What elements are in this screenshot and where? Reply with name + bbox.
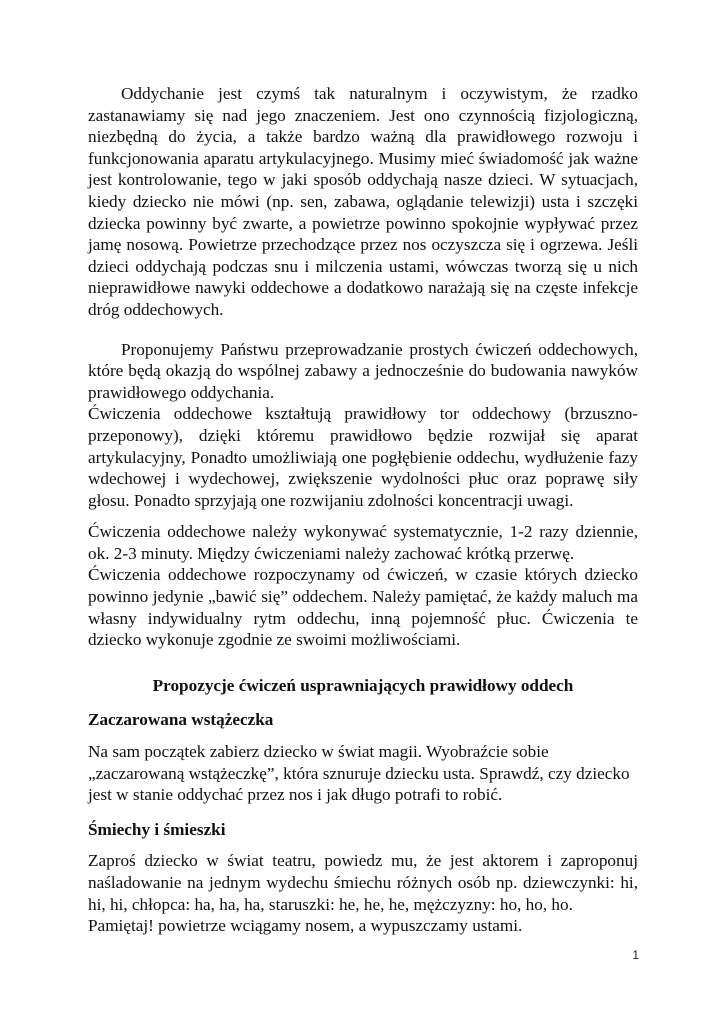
exercise-text-laughs: Zaproś dziecko w świat teatru, powiedz mu, że jest aktorem i zaproponuj naśladowanie na jednym wydechu śmiechu różnych osób np. dziewczynki: hi, hi, hi, chłopca: ha, ha, ha, staruszki: he, he, he, mężczyzny: ho, ho, ho. xyxy=(88,851,638,914)
exercise-title-laughs: Śmiechy i śmieszki xyxy=(88,819,226,839)
exercise-laughs-reminder: Pamiętaj! powietrze wciągamy nosem, a wypuszczamy ustami. xyxy=(88,916,523,936)
page-number: 1 xyxy=(632,948,639,962)
exercise-ribbon-line-3: jest w stanie oddychać przez nos i jak długo potrafi to robić. xyxy=(88,785,503,805)
intro-paragraph-1: Oddychanie jest czymś tak naturalnym i oczywistym, że rzadko zastanawiamy się nad jego znaczeniem. Jest ono czynnością fizjologiczną, niezbędną do życia, a także bardzo ważną dla prawidłowego rozwoju i funkcjonowania aparatu artykulacyjnego. Musimy mieć świadomość jak ważne jest kontrolowanie, tego w jaki sposób oddychają nasze dzieci. W sytuacjach, kiedy dziecko nie mówi (np. sen, zabawa, oglądanie telewizji) usta i szczęki dziecka powinny być zwarte, a powietrze powinno spokojnie wypływać przez jamę nosową. Powietrze przechodzące przez nos oczyszcza się i ogrzewa. Jeśli dzieci oddychają podczas snu i milczenia ustami, wówczas tworzą się u nich nieprawidłowe nawyki oddechowe a dodatkowo narażają się na częste infekcje dróg oddechowych. xyxy=(88,84,638,319)
section-title: Propozycje ćwiczeń usprawniających prawidłowy oddech xyxy=(152,675,574,695)
exercise-ribbon-line-2: „zaczarowaną wstążeczkę”, która sznuruje dziecku usta. Sprawdź, czy dziecko xyxy=(88,763,630,783)
exercise-title-ribbon: Zaczarowana wstążeczka xyxy=(88,710,274,730)
intro-paragraph-5: Ćwiczenia oddechowe rozpoczynamy od ćwiczeń, w czasie których dziecko powinno jedynie „bawić się” oddechem. Należy pamiętać, że każdy maluch ma własny indywidualny rytm oddechu, inną pojemność płuc. Ćwiczenia te dziecko wykonuje zgodnie ze swoimi możliwościami. xyxy=(88,565,638,650)
exercise-text-ribbon xyxy=(88,741,638,806)
document-page xyxy=(88,83,638,937)
exercise-ribbon-line-1: Na sam początek zabierz dziecko w świat magii. Wyobraźcie sobie xyxy=(88,742,549,762)
intro-paragraph-3: Ćwiczenia oddechowe kształtują prawidłowy tor oddechowy (brzuszno-przeponowy), dzięki któremu prawidłowo będzie rozwijał się aparat artykulacyjny, Ponadto umożliwiają one pogłębienie oddechu, wydłużenie fazy wdechowej i wydechowej, zwiększenie wydolności płuc oraz poprawę siły głosu. Ponadto sprzyjają one rozwijaniu zdolności koncentracji uwagi. xyxy=(88,404,638,510)
intro-paragraph-2: Proponujemy Państwu przeprowadzanie prostych ćwiczeń oddechowych, które będą okazją do wspólnej zabawy a jednocześnie do budowania nawyków prawidłowego oddychania. xyxy=(88,339,638,402)
intro-paragraph-4: Ćwiczenia oddechowe należy wykonywać systematycznie, 1-2 razy dziennie, ok. 2-3 minuty. Między ćwiczeniami należy zachować krótką przerwę. xyxy=(88,522,638,563)
